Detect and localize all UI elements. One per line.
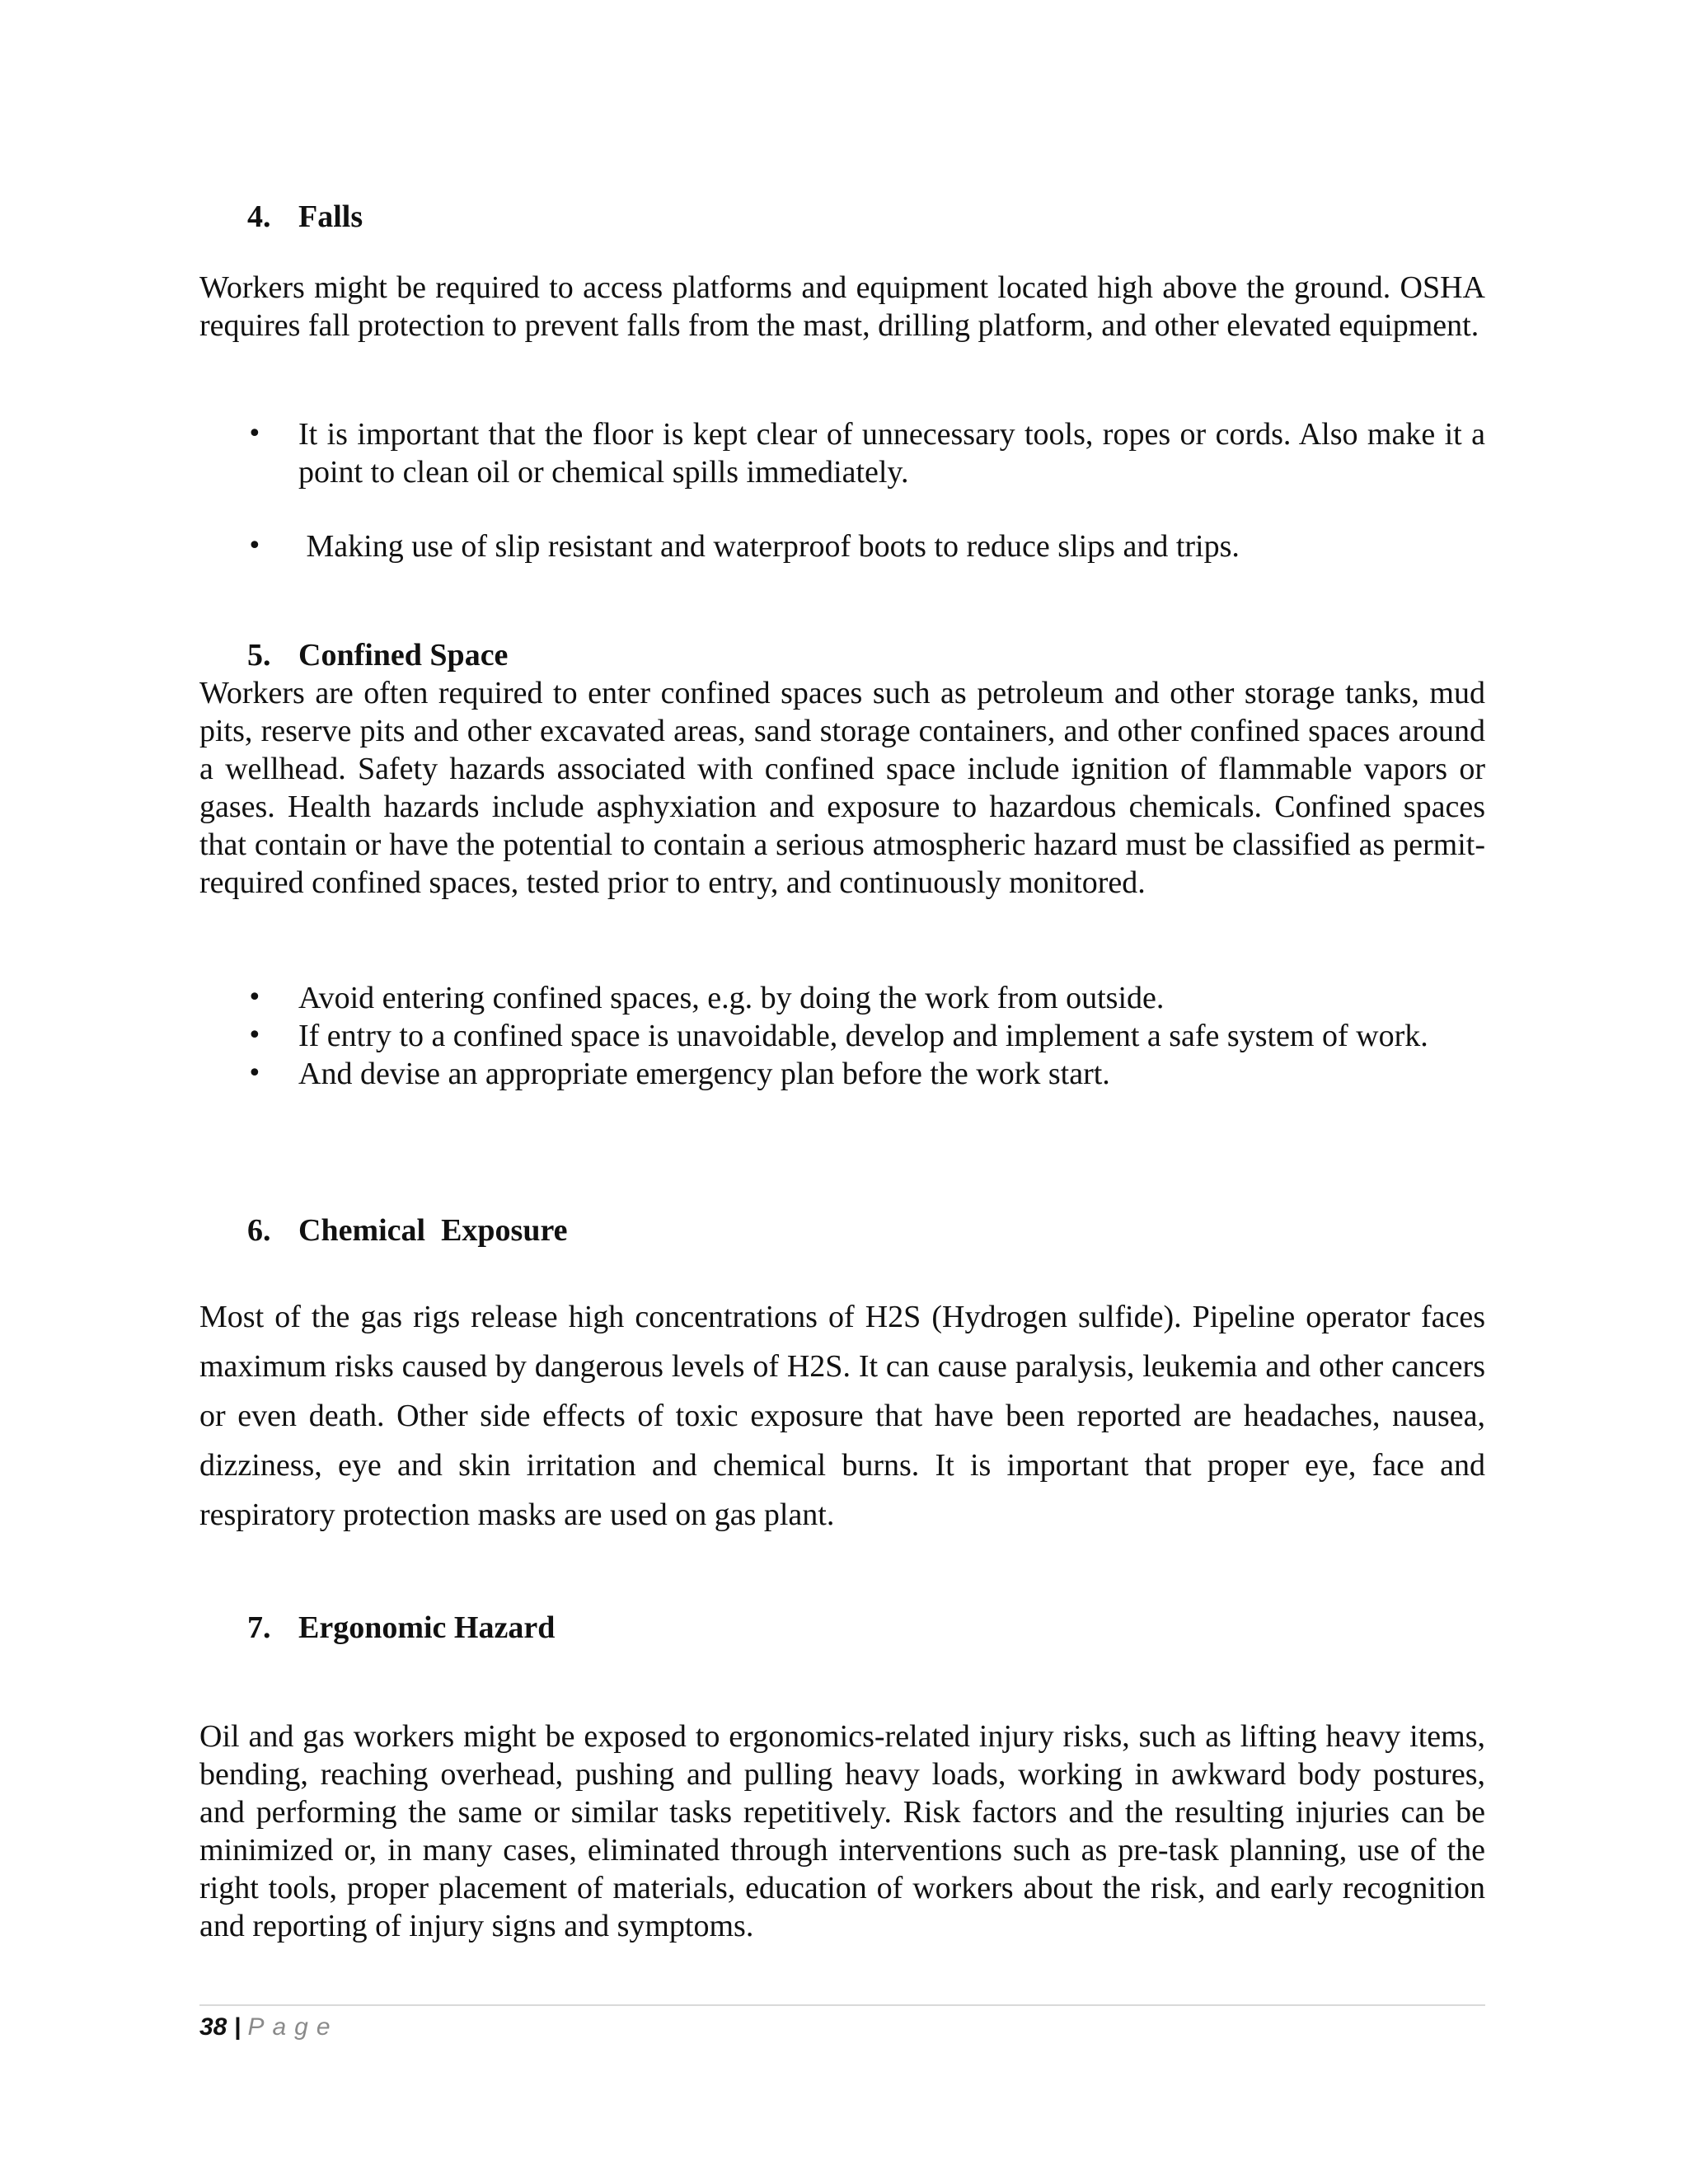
chemical-exposure-paragraph-block — [199, 1292, 1485, 1540]
list-item-text: It is important that the floor is kept clear of unnecessary tools, ropes or cords. Also make it a point to clean oil or chemical spills immediately. — [298, 417, 1485, 490]
section-title: Confined Space — [298, 638, 509, 673]
page-footer — [199, 2011, 339, 2044]
list-item-text: Avoid entering confined spaces, e.g. by doing the work from outside. — [298, 981, 1165, 1015]
ergonomic-hazard-paragraph-block — [199, 1718, 1485, 1945]
ergonomic-hazard-paragraph: Oil and gas workers might be exposed to ergonomics-related injury risks, such as lifting heavy items, bending, reaching overhead, pushing and pulling heavy loads, working in awkward body postures, and performing the same or similar tasks repetitively. Risk factors and the resulting injuries can be minimized or, in many cases, eliminated through interventions such as pre-task planning, use of the right tools, proper placement of materials, education of workers about the risk, and early recognition and reporting of injury signs and symptoms. — [199, 1719, 1485, 1943]
bullet-icon: • — [247, 983, 262, 1012]
list-item — [247, 1017, 1485, 1055]
section-heading-chemical-exposure — [247, 1212, 568, 1249]
section-title: Ergonomic Hazard — [298, 1610, 556, 1645]
bullet-icon: • — [247, 419, 262, 448]
confined-space-paragraph: Workers are often required to enter confined spaces such as petroleum and other storage tanks, mud pits, reserve pits and other excavated areas, sand storage containers, and other confined spaces around a wellhead. Safety hazards associated with confined space include ignition of flammable vapors or gases. Health hazards include asphyxiation and exposure to hazardous chemicals. Confined spaces that contain or have the potential to contain a serious atmospheric hazard must be classified as permit-required confined spaces, tested prior to entry, and continuously monitored. — [199, 676, 1485, 900]
page-number: 38 — [199, 2013, 227, 2041]
bullet-icon: • — [247, 1021, 262, 1050]
list-item — [247, 415, 1485, 491]
section-heading-falls — [247, 198, 363, 236]
footer-separator: | — [227, 2013, 248, 2041]
section-title: Chemical Exposure — [298, 1213, 568, 1248]
chemical-exposure-paragraph: Most of the gas rigs release high concentrations of H2S (Hydrogen sulfide). Pipeline operator faces maximum risks caused by dangerous levels of H2S. It can cause paralysis, leukemia and other cancers or even death. Other side effects of toxic exposure that have been reported are headaches, nausea, dizziness, eye and skin irritation and chemical burns. It is important that proper eye, face and respiratory protection masks are used on gas plant. — [199, 1300, 1485, 1532]
bullet-icon: • — [247, 532, 262, 560]
section-number: 4. — [247, 199, 271, 234]
section-heading-confined-space — [247, 636, 508, 674]
confined-space-paragraph-block — [199, 674, 1485, 902]
list-item — [247, 527, 1485, 565]
list-item — [247, 979, 1485, 1017]
falls-bullet-list-2 — [247, 527, 1485, 565]
list-item-text: Making use of slip resistant and waterproof boots to reduce slips and trips. — [298, 529, 1240, 564]
list-item — [247, 1055, 1485, 1093]
section-title: Falls — [298, 199, 363, 234]
page-label: Page — [247, 2013, 339, 2041]
falls-bullet-list — [247, 415, 1485, 491]
footer-divider — [199, 2004, 1485, 2006]
list-item-text: If entry to a confined space is unavoidable, develop and implement a safe system of work. — [298, 1019, 1428, 1053]
falls-paragraph-block — [199, 269, 1485, 344]
section-number: 5. — [247, 638, 271, 673]
list-item-text: And devise an appropriate emergency plan before the work start. — [298, 1057, 1110, 1091]
section-number: 6. — [247, 1213, 271, 1248]
falls-paragraph: Workers might be required to access platforms and equipment located high above the ground. OSHA requires fall protection to prevent falls from the mast, drilling platform, and other elevated equipment. — [199, 270, 1485, 343]
bullet-icon: • — [247, 1059, 262, 1088]
confined-space-bullet-list — [247, 979, 1485, 1093]
section-number: 7. — [247, 1610, 271, 1645]
section-heading-ergonomic-hazard — [247, 1609, 555, 1647]
